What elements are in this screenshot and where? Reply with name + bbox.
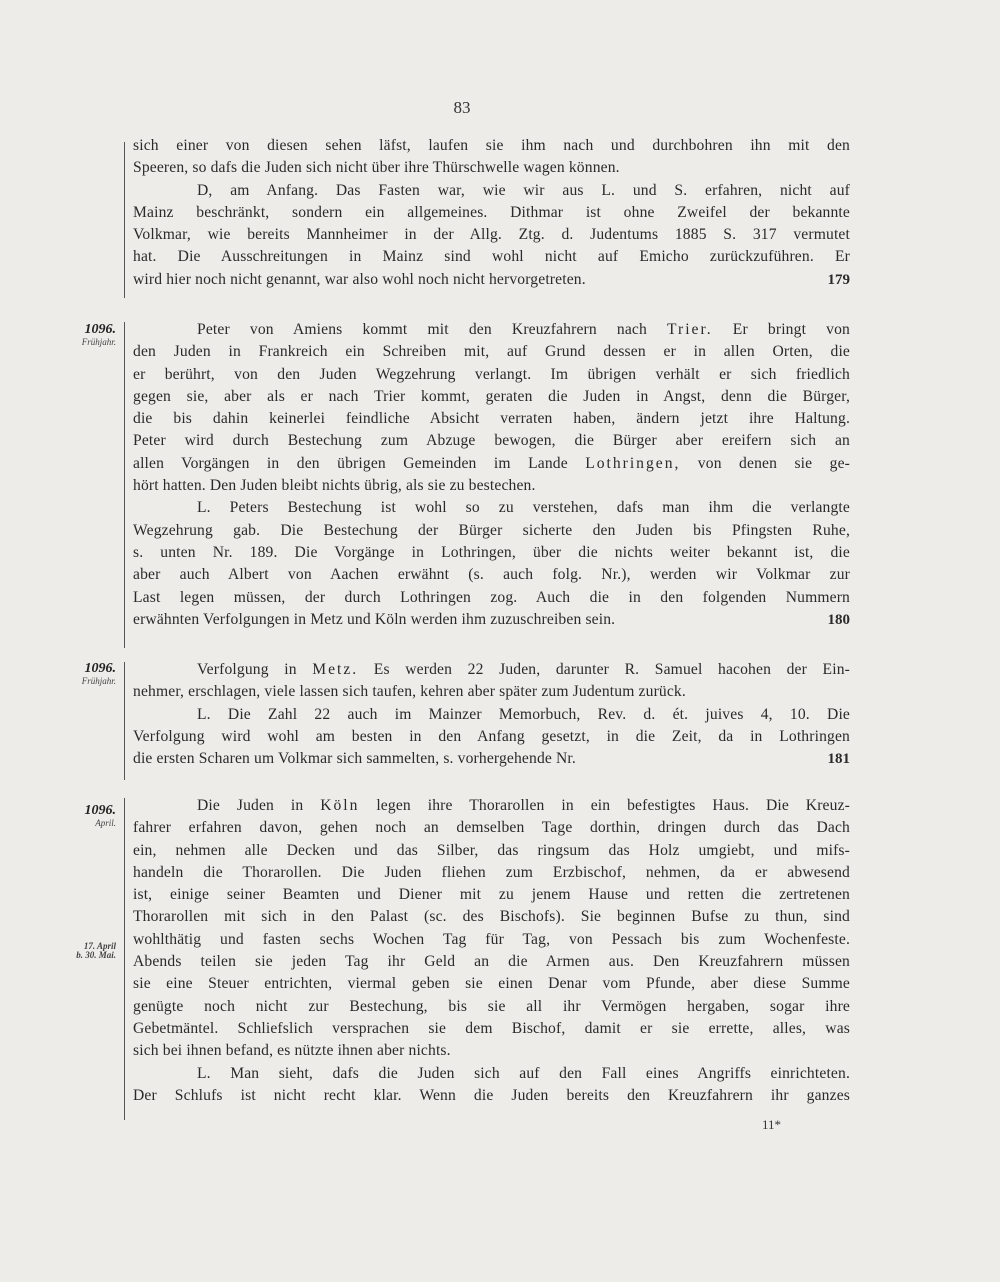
text-line bbox=[133, 795, 850, 817]
text-line: gegen sie, aber als er nach Trier kommt, geraten die Juden in Angst, denn die Bürger, bbox=[133, 387, 850, 405]
text-line bbox=[133, 748, 850, 770]
place-name: Lothringen, bbox=[585, 454, 681, 472]
text-line: Gebetmäntel. Schliefslich versprachen sie dem Bischof, damit er sie errette, alles, was bbox=[133, 1019, 850, 1037]
margin-year: 1096. bbox=[84, 661, 116, 676]
margin-rule bbox=[124, 798, 125, 1120]
text-line: L. Man sieht, dafs die Juden sich auf den Fall eines Angriffs einrichteten. bbox=[197, 1064, 850, 1082]
margin-year: 1096. bbox=[84, 322, 116, 337]
entry-182-text bbox=[133, 795, 850, 1107]
text-line bbox=[133, 453, 850, 475]
margin-note bbox=[56, 804, 116, 828]
text-line: s. unten Nr. 189. Die Vorgänge in Lothringen, über die nichts weiter bekannt ist, die bbox=[133, 543, 850, 561]
text-line: Last legen müssen, der durch Lothringen zog. Auch die in den folgenden Nummern bbox=[133, 588, 850, 606]
text-line bbox=[133, 269, 850, 291]
text-line: Mainz beschränkt, sondern ein allgemeines. Dithmar ist ohne Zweifel der bekannte bbox=[133, 203, 850, 221]
text-line: fahrer erfahren davon, gehen noch an demselben Tage dorthin, dringen durch das Dach bbox=[133, 819, 850, 837]
text-fragment: Peter von Amiens kommt mit den Kreuzfahrern nach bbox=[197, 321, 668, 338]
text-line: ist, einige seiner Beamten und Diener mit zu jenem Hause und retten die zertretenen bbox=[133, 886, 850, 904]
entry-179-text bbox=[133, 135, 850, 291]
text-fragment: Es werden 22 Juden, darunter R. Samuel hacohen der Ein- bbox=[358, 661, 850, 678]
entry-number: 181 bbox=[827, 751, 850, 768]
text-line: Thorarollen mit sich in den Palast (sc. des Bischofs). Sie beginnen Bufse zu thun, sind bbox=[133, 908, 850, 926]
place-name: Köln bbox=[320, 797, 360, 814]
margin-note bbox=[56, 942, 116, 961]
entry-number: 180 bbox=[827, 611, 850, 628]
text-fragment: Verfolgung in bbox=[197, 661, 313, 678]
text-line: den Juden in Frankreich ein Schreiben mit, auf Grund dessen er in allen Orten, die bbox=[133, 343, 850, 361]
text-line: hat. Die Ausschreitungen in Mainz sind wohl nicht auf Emicho zurückzuführen. Er bbox=[133, 248, 850, 266]
text-line: wohlthätig und fasten sechs Wochen Tag für Tag, von Pessach bis zum Wochenfeste. bbox=[133, 930, 850, 948]
margin-year: 1096. bbox=[84, 803, 116, 818]
text-line bbox=[133, 609, 850, 631]
text-line: sich einer von diesen sehen läfst, laufen sie ihm nach und durchbohren ihn mit den bbox=[133, 137, 850, 154]
text-line: er berührt, von den Juden Wegzehrung verlangt. Im übrigen verhält er sich friedlich bbox=[133, 365, 850, 383]
sheet-signature: 11* bbox=[762, 1117, 782, 1132]
margin-rule bbox=[124, 322, 125, 648]
margin-date: 17. April bbox=[83, 941, 116, 951]
text-line: hört hatten. Den Juden bleibt nichts übrig, als sie zu bestechen. bbox=[133, 477, 536, 495]
text-line: Abends teilen sie jeden Tag ihr Geld an die Armen aus. Den Kreuzfahrern müssen bbox=[133, 953, 850, 971]
text-line: Verfolgung wird wohl am besten in den Anfang gesetzt, in die Zeit, da in Lothringen bbox=[133, 727, 850, 745]
text-fragment: Die Juden in bbox=[197, 797, 321, 814]
text-line: Volkmar, wie bereits Mannheimer in der Allg. Ztg. d. Judentums 1885 S. 317 vermutet bbox=[133, 226, 850, 244]
entry-number: 179 bbox=[827, 271, 850, 288]
margin-rule bbox=[124, 662, 125, 780]
text-fragment: von denen sie ge- bbox=[680, 454, 850, 472]
text-line-content: erwähnten Verfolgungen in Metz und Köln werden ihm zuzuschreiben sein. bbox=[133, 610, 616, 628]
text-line: Wegzehrung gab. Die Bestechung der Bürger sicherte den Juden bis Pfingsten Ruhe, bbox=[133, 521, 850, 539]
text-line: Peter wird durch Bestechung zum Abzuge bewogen, die Bürger aber ereifern sich an bbox=[133, 432, 850, 450]
text-line: Speeren, so dafs die Juden sich nicht über ihre Thürschwelle wagen können. bbox=[133, 159, 620, 177]
margin-season: April. bbox=[95, 817, 116, 828]
entry-181-text bbox=[133, 659, 850, 770]
text-line: die bis dahin keinerlei feindliche Absicht verraten haben, ändern jetzt ihre Haltung. bbox=[133, 410, 850, 428]
text-line: handeln die Thorarollen. Die Juden fliehen zum Erzbischof, nehmen, da er abwesend bbox=[133, 863, 850, 881]
text-line-content: wird hier noch nicht genannt, war also wohl noch nicht hervorgetreten. bbox=[133, 270, 586, 288]
place-name: Metz. bbox=[312, 661, 359, 678]
margin-date-range: b. 30. Mai. bbox=[76, 950, 116, 961]
text-line-content: die ersten Scharen um Volkmar sich sammelten, s. vorhergehende Nr. bbox=[133, 750, 576, 768]
place-name: Trier. bbox=[667, 321, 713, 338]
text-line: L. Peters Bestechung ist wohl so zu verstehen, dafs man ihm die verlangte bbox=[197, 499, 850, 517]
text-line bbox=[133, 659, 850, 681]
text-line: genügte noch nicht zur Bestechung, bis sie all ihr Vermögen hergaben, sogar ihre bbox=[133, 997, 850, 1015]
text-line bbox=[133, 319, 850, 341]
margin-note bbox=[56, 323, 116, 347]
margin-note bbox=[56, 662, 116, 686]
text-line: L. Die Zahl 22 auch im Mainzer Memorbuch, Rev. d. ét. juives 4, 10. Die bbox=[197, 705, 850, 723]
text-line: ein, nehmen alle Decken und das Silber, das ringsum das Holz umgiebt, und mifs- bbox=[133, 841, 850, 859]
text-line: nehmer, erschlagen, viele lassen sich taufen, kehren aber später zum Judentum zurück. bbox=[133, 683, 686, 701]
text-line: sie eine Steuer entrichten, viermal geben sie einen Denar vom Pfunde, aber diese Summe bbox=[133, 975, 850, 993]
margin-season: Frühjahr. bbox=[81, 675, 116, 686]
text-line: sich bei ihnen befand, es nützte ihnen aber nichts. bbox=[133, 1042, 451, 1060]
text-fragment: legen ihre Thorarollen in ein befestigtes Haus. Die Kreuz- bbox=[359, 797, 850, 814]
margin-rule bbox=[124, 142, 125, 298]
page-number: 83 bbox=[453, 98, 471, 117]
text-fragment: allen Vorgängen in den übrigen Gemeinden im Lande bbox=[133, 454, 586, 472]
text-line: aber auch Albert von Aachen erwähnt (s. auch folg. Nr.), werden wir Volkmar zur bbox=[133, 566, 850, 584]
text-line: Der Schlufs ist nicht recht klar. Wenn die Juden bereits den Kreuzfahrern ihr ganzes bbox=[133, 1086, 850, 1104]
entry-180-text bbox=[133, 319, 850, 631]
margin-season: Frühjahr. bbox=[81, 336, 116, 347]
text-line: D, am Anfang. Das Fasten war, wie wir aus L. und S. erfahren, nicht auf bbox=[197, 181, 850, 199]
text-fragment: Er bringt von bbox=[712, 321, 850, 338]
